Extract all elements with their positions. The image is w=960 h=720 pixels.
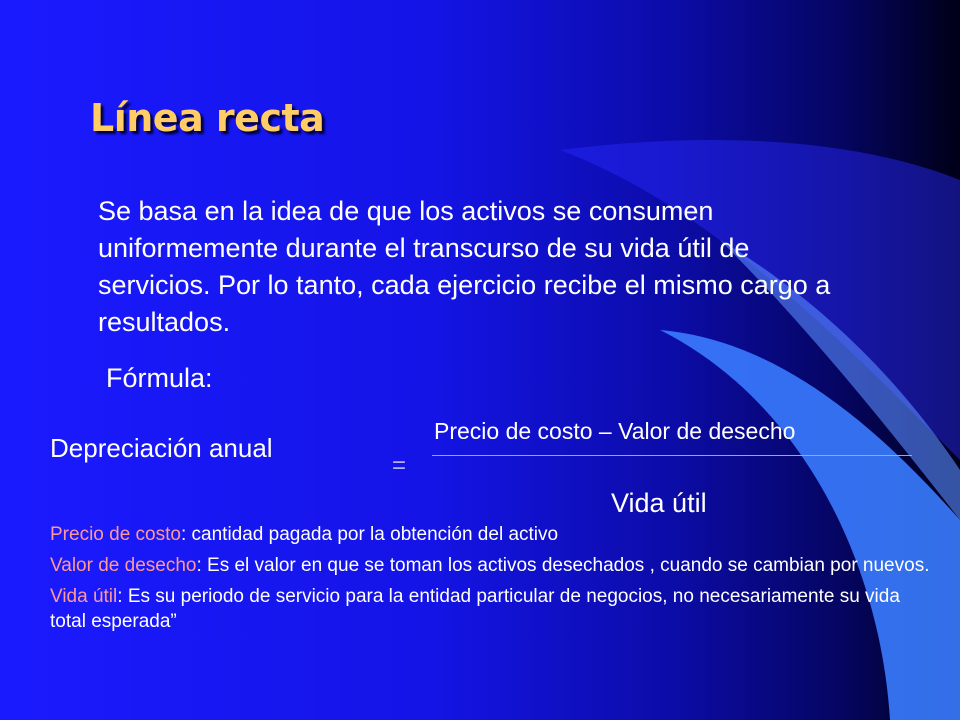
definition-vida-util <box>50 584 930 634</box>
formula-lhs: Depreciación anual <box>50 433 273 463</box>
intro-paragraph: Se basa en la idea de que los activos se consumen uniformemente durante el transcurso de su vida útil de servicios. Por lo tanto, cada ejercicio recibe el mismo cargo a resultados. <box>98 196 831 337</box>
formula-label: Fórmula: <box>106 363 213 393</box>
definition-text: : Es el valor en que se toman los activos desechados , cuando se cambian por nuevos. <box>196 555 930 576</box>
definition-valor-de-desecho <box>50 553 930 578</box>
definition-term: Precio de costo <box>50 524 181 545</box>
definition-precio-de-costo <box>50 522 930 547</box>
definition-term: Vida útil <box>50 586 118 607</box>
definition-text: : cantidad pagada por la obtención del activo <box>180 524 559 545</box>
definition-term: Valor de desecho <box>50 555 197 576</box>
formula-equals: = <box>392 452 407 479</box>
definitions-list <box>50 522 930 640</box>
fraction-line <box>432 455 912 456</box>
slide-title: Línea recta <box>90 96 325 140</box>
definition-text: : Es su periodo de servicio para la entidad particular de negocios, no necesariamente su vida total esperada” <box>50 586 900 632</box>
formula-denominator: Vida útil <box>611 488 707 518</box>
formula-numerator: Precio de costo – Valor de desecho <box>434 418 796 444</box>
